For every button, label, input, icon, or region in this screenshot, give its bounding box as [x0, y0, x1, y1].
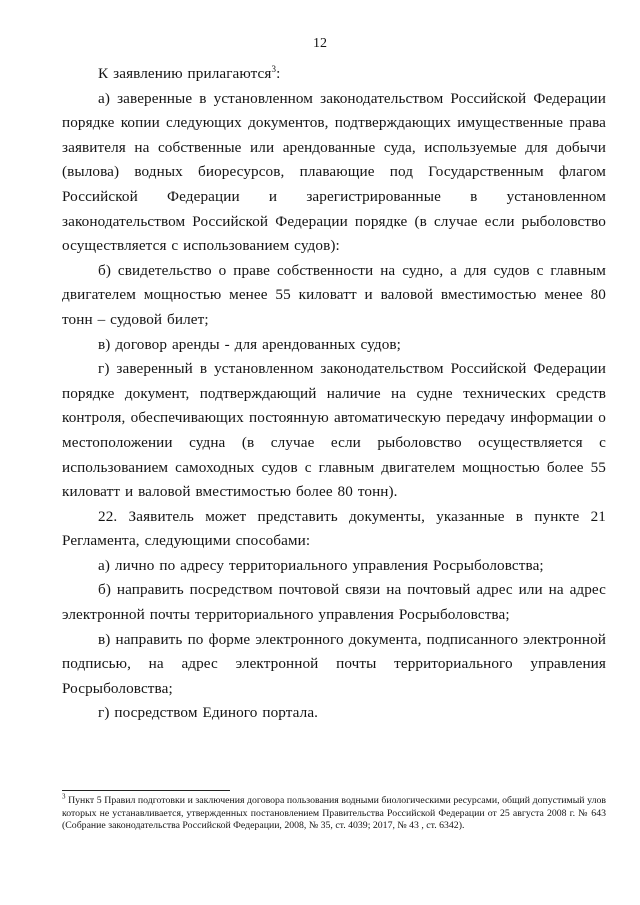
- footnote-reference[interactable]: 3: [271, 63, 277, 74]
- intro-paragraph: [62, 62, 606, 87]
- footnote-marker: 3: [62, 792, 66, 801]
- page-number: 12: [313, 36, 327, 51]
- footnote: [62, 792, 606, 833]
- intro-text: К заявлению прилагаются: [98, 65, 272, 82]
- method-a-in-person: а) лично по адресу территориального управления Росрыболовства;: [98, 556, 544, 574]
- intro-suffix: :: [276, 65, 281, 82]
- paragraph-22-submission-methods: 22. Заявитель может представить документы, указанные в пункте 21 Регламента, следующими способами:: [62, 507, 606, 550]
- footnote-separator: [62, 790, 230, 791]
- paragraph-v-lease: в) договор аренды - для арендованных судов;: [98, 335, 401, 353]
- footnote-text: Пункт 5 Правил подготовки и заключения договора пользования водными биологическими ресурсами, общий допустимый улов которых не устанавливается, утвержденных постановлением Правительства Российской Федерации от 25 августа 2008 г. № 643 (Собрание законодательства Российской Федерации, 2008, № 35, ст. 4039; 2017, № 43 , ст. 6342).: [62, 795, 606, 832]
- method-g-unified-portal: г) посредством Единого портала.: [98, 704, 319, 722]
- paragraph-b-certificate: б) свидетельство о праве собственности на судно, а для судов с главным двигателем мощностью менее 55 киловатт и валовой вместимостью менее 80 тонн – судовой билет;: [62, 261, 606, 328]
- document-body: [62, 62, 606, 726]
- method-b-post-or-email: б) направить посредством почтовой связи на почтовый адрес или на адрес электронной почты территориального управления Росрыболовства;: [62, 581, 606, 624]
- paragraph-a-copies: а) заверенные в установленном законодательством Российской Федерации порядке копии следующих документов, подтверждающих имущественные права заявителя на собственные или арендованные суда, используемые для добычи (вылова) водных биоресурсов, плавающие под Государственным флагом Российской Федерации и зарегистрированные в установленном законодательством Российской Федерации порядке (в случае если рыболовство осуществляется с использованием судов):: [62, 89, 606, 255]
- method-v-electronic-document: в) направить по форме электронного документа, подписанного электронной подписью, на адрес электронной почты территориального управления Росрыболовства;: [62, 630, 606, 697]
- paragraph-g-control-document: г) заверенный в установленном законодательством Российской Федерации порядке документ, подтверждающий наличие на судне технических средств контроля, обеспечивающих постоянную автоматическую передачу информации о местоположении судна (в случае если рыболовство осуществляется с использованием самоходных судов с главным двигателем мощностью более 55 киловатт и валовой вместимостью более 80 тонн).: [62, 360, 606, 501]
